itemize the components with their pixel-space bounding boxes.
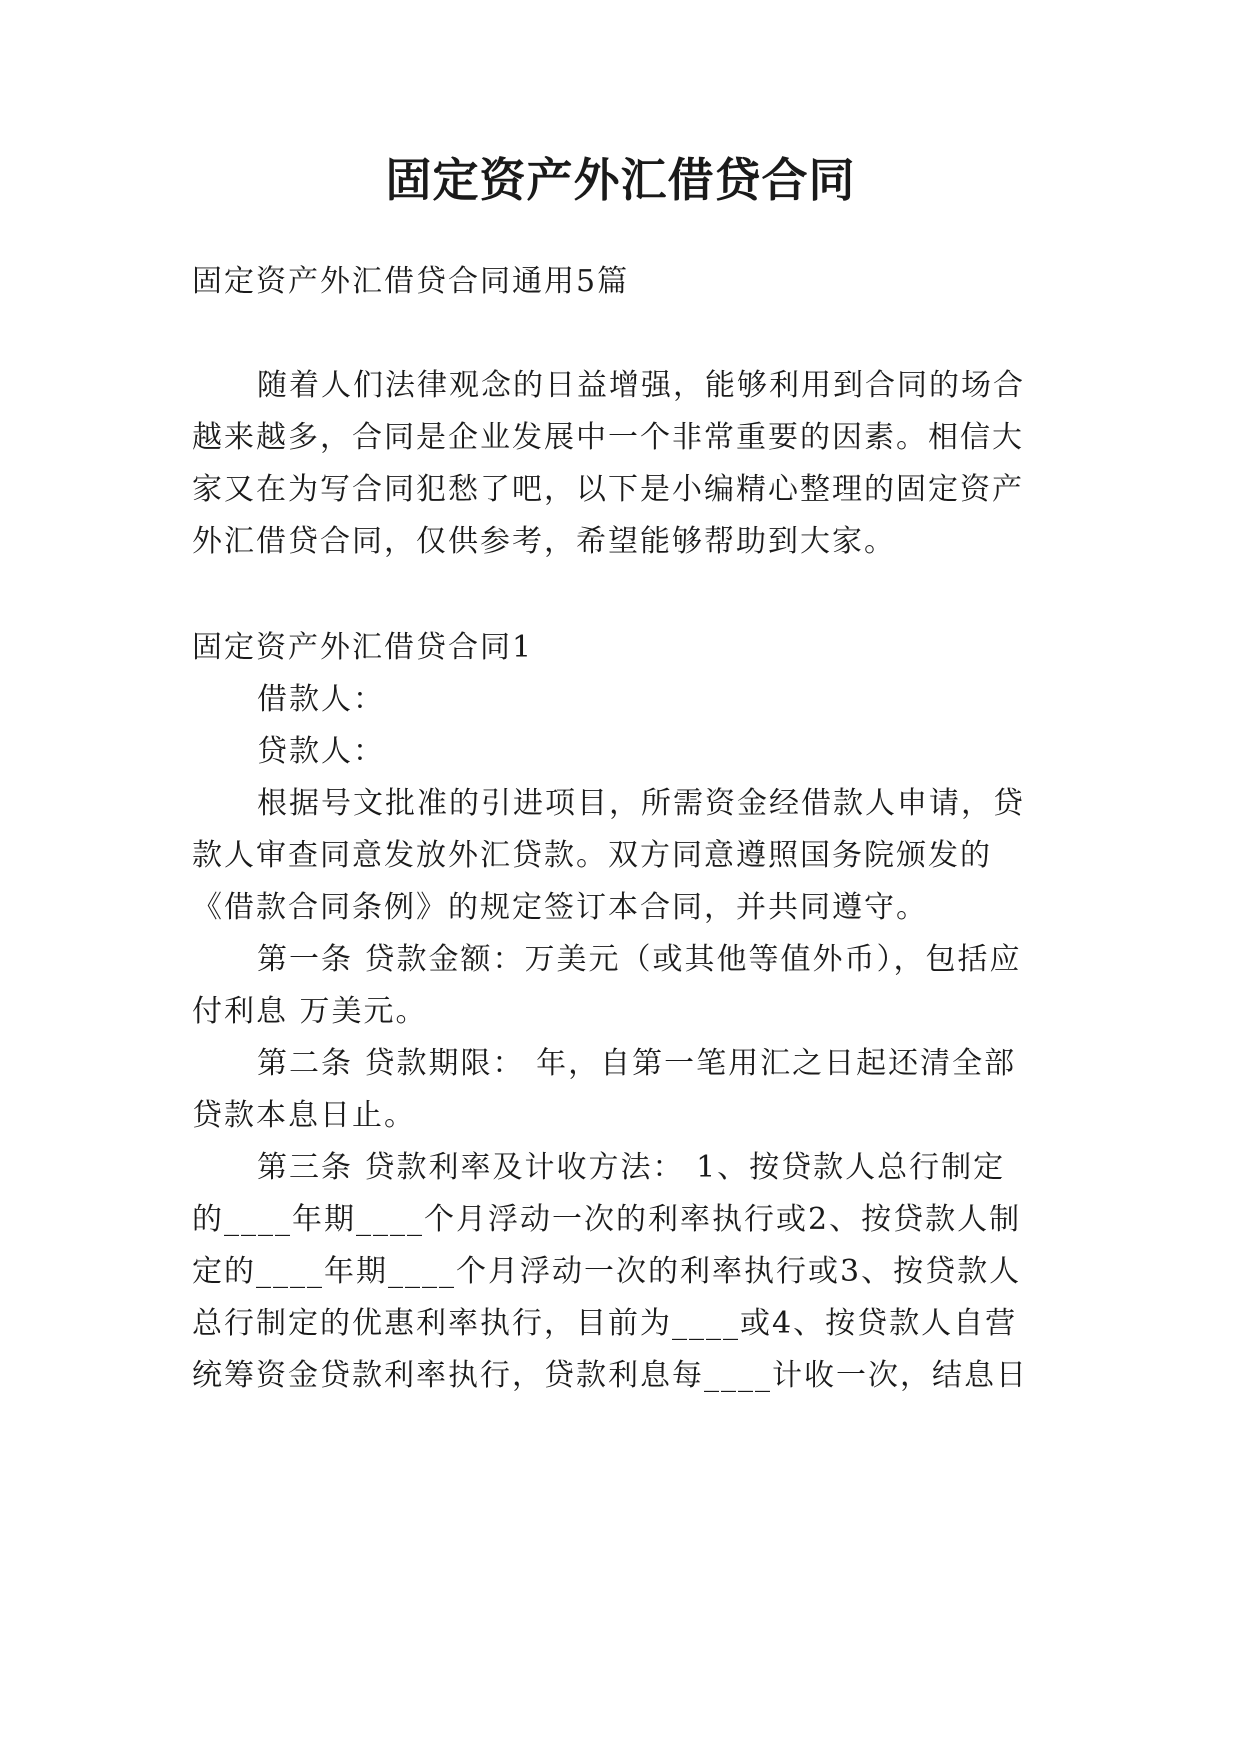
- article3-line: 第三条 贷款利率及计收方法： 1、按贷款人总行制定: [257, 1150, 1006, 1185]
- article3-line: 的____年期____个月浮动一次的利率执行或2、按贷款人制: [192, 1202, 1022, 1237]
- section-heading: 固定资产外汇借贷合同1: [192, 630, 534, 665]
- article3-line: 总行制定的优惠利率执行，目前为____或4、按贷款人自营: [192, 1306, 1018, 1341]
- document-title: 固定资产外汇借贷合同: [385, 153, 856, 207]
- preamble-line: 根据号文批准的引进项目，所需资金经借款人申请，贷: [257, 786, 1025, 821]
- article3-line: 统筹资金贷款利率执行，贷款利息每____计收一次，结息日: [192, 1358, 1028, 1393]
- intro-line: 随着人们法律观念的日益增强，能够利用到合同的场合: [257, 368, 1025, 403]
- preamble-line: 款人审查同意发放外汇贷款。双方同意遵照国务院颁发的: [192, 838, 992, 873]
- lender-field: 贷款人：: [257, 734, 385, 769]
- article2-line: 第二条 贷款期限： 年，自第一笔用汇之日起还清全部: [257, 1046, 1017, 1081]
- preamble-line: 《借款合同条例》的规定签订本合同，并共同遵守。: [192, 890, 928, 925]
- intro-line: 外汇借贷合同，仅供参考，希望能够帮助到大家。: [192, 524, 896, 559]
- article3-line: 定的____年期____个月浮动一次的利率执行或3、按贷款人: [192, 1254, 1022, 1289]
- borrower-field: 借款人：: [257, 682, 385, 717]
- document-subtitle: 固定资产外汇借贷合同通用5篇: [192, 264, 630, 299]
- intro-line: 越来越多，合同是企业发展中一个非常重要的因素。相信大: [192, 420, 1024, 455]
- intro-line: 家又在为写合同犯愁了吧，以下是小编精心整理的固定资产: [192, 472, 1024, 507]
- article1-line: 付利息 万美元。: [192, 994, 428, 1029]
- article1-line: 第一条 贷款金额：万美元（或其他等值外币），包括应: [257, 942, 1022, 977]
- article2-line: 贷款本息日止。: [192, 1098, 416, 1133]
